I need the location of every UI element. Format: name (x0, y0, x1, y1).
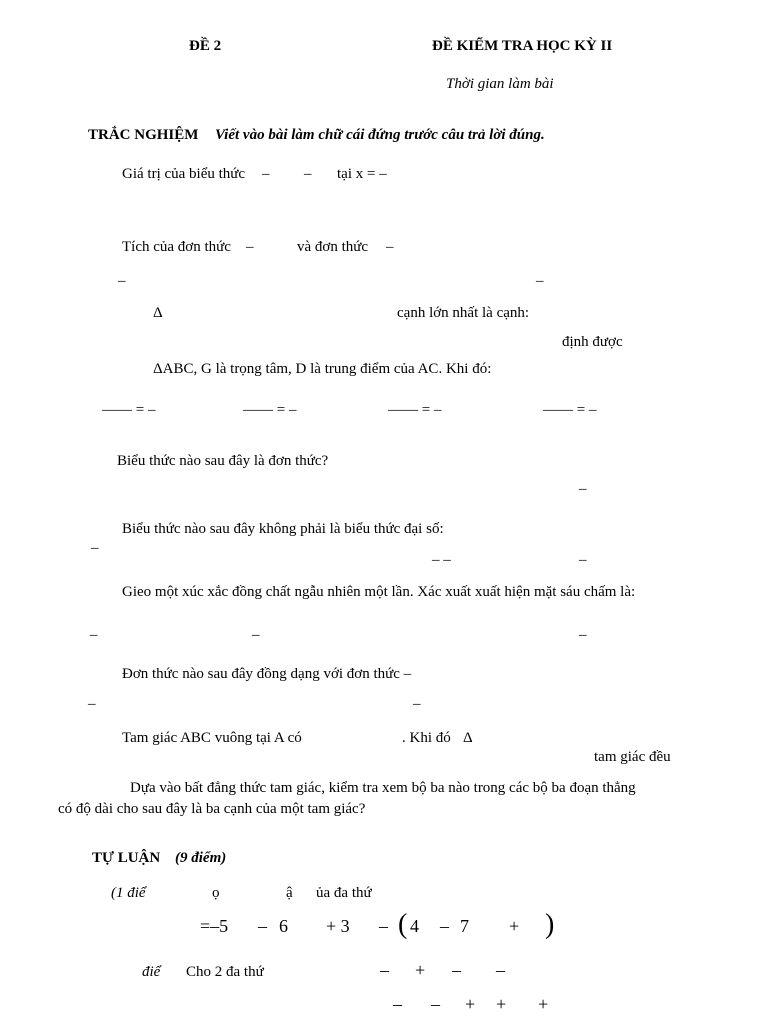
problem1-points: (1 điể (111, 885, 146, 901)
expr2a-term: – (452, 960, 461, 980)
q6-option: – (579, 552, 587, 568)
expr2b-term: + (538, 994, 549, 1014)
q7-option: – (579, 627, 587, 643)
q2-text: và đơn thức (297, 239, 369, 255)
q4-option: —— = – (388, 402, 442, 418)
q2-option: – (118, 273, 126, 289)
q9-text: Tam giác ABC vuông tại A có (122, 730, 302, 746)
q4-option: —— = – (243, 402, 297, 418)
q2-dash: – (386, 239, 394, 255)
expr1-term: – (379, 916, 388, 936)
expr2b-term: – (431, 994, 440, 1014)
expr1-term: 6 (279, 916, 288, 936)
expr2b-term: + (465, 994, 476, 1014)
expr1-term: 4 (410, 916, 419, 936)
q9-option: tam giác đều (594, 749, 671, 765)
expr1-term: – (258, 916, 267, 936)
expr2a-term: – (496, 960, 505, 980)
q8-option: – (88, 696, 96, 712)
expr1-paren-open: ( (398, 909, 408, 940)
essay-points: (9 điểm) (175, 850, 227, 866)
q8-stem: Đơn thức nào sau đây đồng dạng với đơn thức – (122, 666, 412, 682)
q2-dash: – (246, 239, 254, 255)
q9-text: . Khi đó (402, 730, 451, 746)
expr1-term: =–5 (200, 916, 229, 936)
q6-option: – (91, 540, 99, 556)
problem1-text: ọ (212, 885, 220, 901)
q2-text: Tích của đơn thức (122, 239, 231, 255)
q10-stem-line1: Dựa vào bất đẳng thức tam giác, kiểm tra xem bộ ba nào trong các bộ ba đoạn thẳng (130, 780, 636, 796)
expr2b-term: – (393, 994, 402, 1014)
q1-dash: – (262, 166, 270, 182)
problem2-text: Cho 2 đa thứ (186, 964, 264, 980)
expr1-term: 7 (460, 916, 469, 936)
expr1-paren-close: ) (545, 909, 555, 940)
expr2a-term: + (415, 960, 426, 980)
q3-text: định được (562, 334, 623, 350)
time-label: Thời gian làm bài (446, 76, 554, 92)
q7-stem: Gieo một xúc xắc đồng chất ngẫu nhiên một lần. Xác xuất xuất hiện mặt sáu chấm là: (122, 584, 636, 600)
exam-title: ĐỀ KIỂM TRA HỌC KỲ II (432, 38, 613, 54)
q7-option: – (90, 627, 98, 643)
q8-option: – (413, 696, 421, 712)
problem2-points: điể (142, 964, 161, 980)
q4-stem: ΔABC, G là trọng tâm, D là trung điểm của AC. Khi đó: (153, 361, 492, 377)
q6-option: – – (432, 552, 451, 568)
expr1-term: + (509, 916, 520, 936)
q6-stem: Biểu thức nào sau đây không phải là biểu thức đại số: (122, 521, 444, 537)
section-heading-essay: TỰ LUẬN (92, 850, 161, 866)
q1-text: tại x = – (337, 166, 387, 182)
q4-option: —— = – (102, 402, 156, 418)
q3-triangle: Δ (153, 305, 163, 321)
q10-stem-line2: có độ dài cho sau đây là ba cạnh của một tam giác? (58, 801, 366, 817)
problem1-text: ậ (286, 885, 293, 901)
q5-option: – (579, 481, 587, 497)
q1-text: Giá trị của biểu thức (122, 166, 246, 182)
q4-option: —— = – (543, 402, 597, 418)
q7-option: – (252, 627, 260, 643)
q9-triangle: Δ (463, 730, 473, 746)
expr1-term: + 3 (326, 916, 350, 936)
q2-option: – (536, 273, 544, 289)
problem1-text: ủa đa thứ (316, 885, 372, 901)
q5-stem: Biểu thức nào sau đây là đơn thức? (117, 453, 329, 469)
mc-instruction: Viết vào bài làm chữ cái đứng trước câu trả lời đúng. (215, 127, 545, 143)
q1-dash: – (304, 166, 312, 182)
exam-number: ĐỀ 2 (189, 38, 222, 54)
expr2a-term: – (380, 960, 389, 980)
expr1-term: – (440, 916, 449, 936)
q3-text: cạnh lớn nhất là cạnh: (397, 305, 530, 321)
section-heading-mc: TRẮC NGHIỆM (88, 127, 199, 143)
expr2b-term: + (496, 994, 507, 1014)
